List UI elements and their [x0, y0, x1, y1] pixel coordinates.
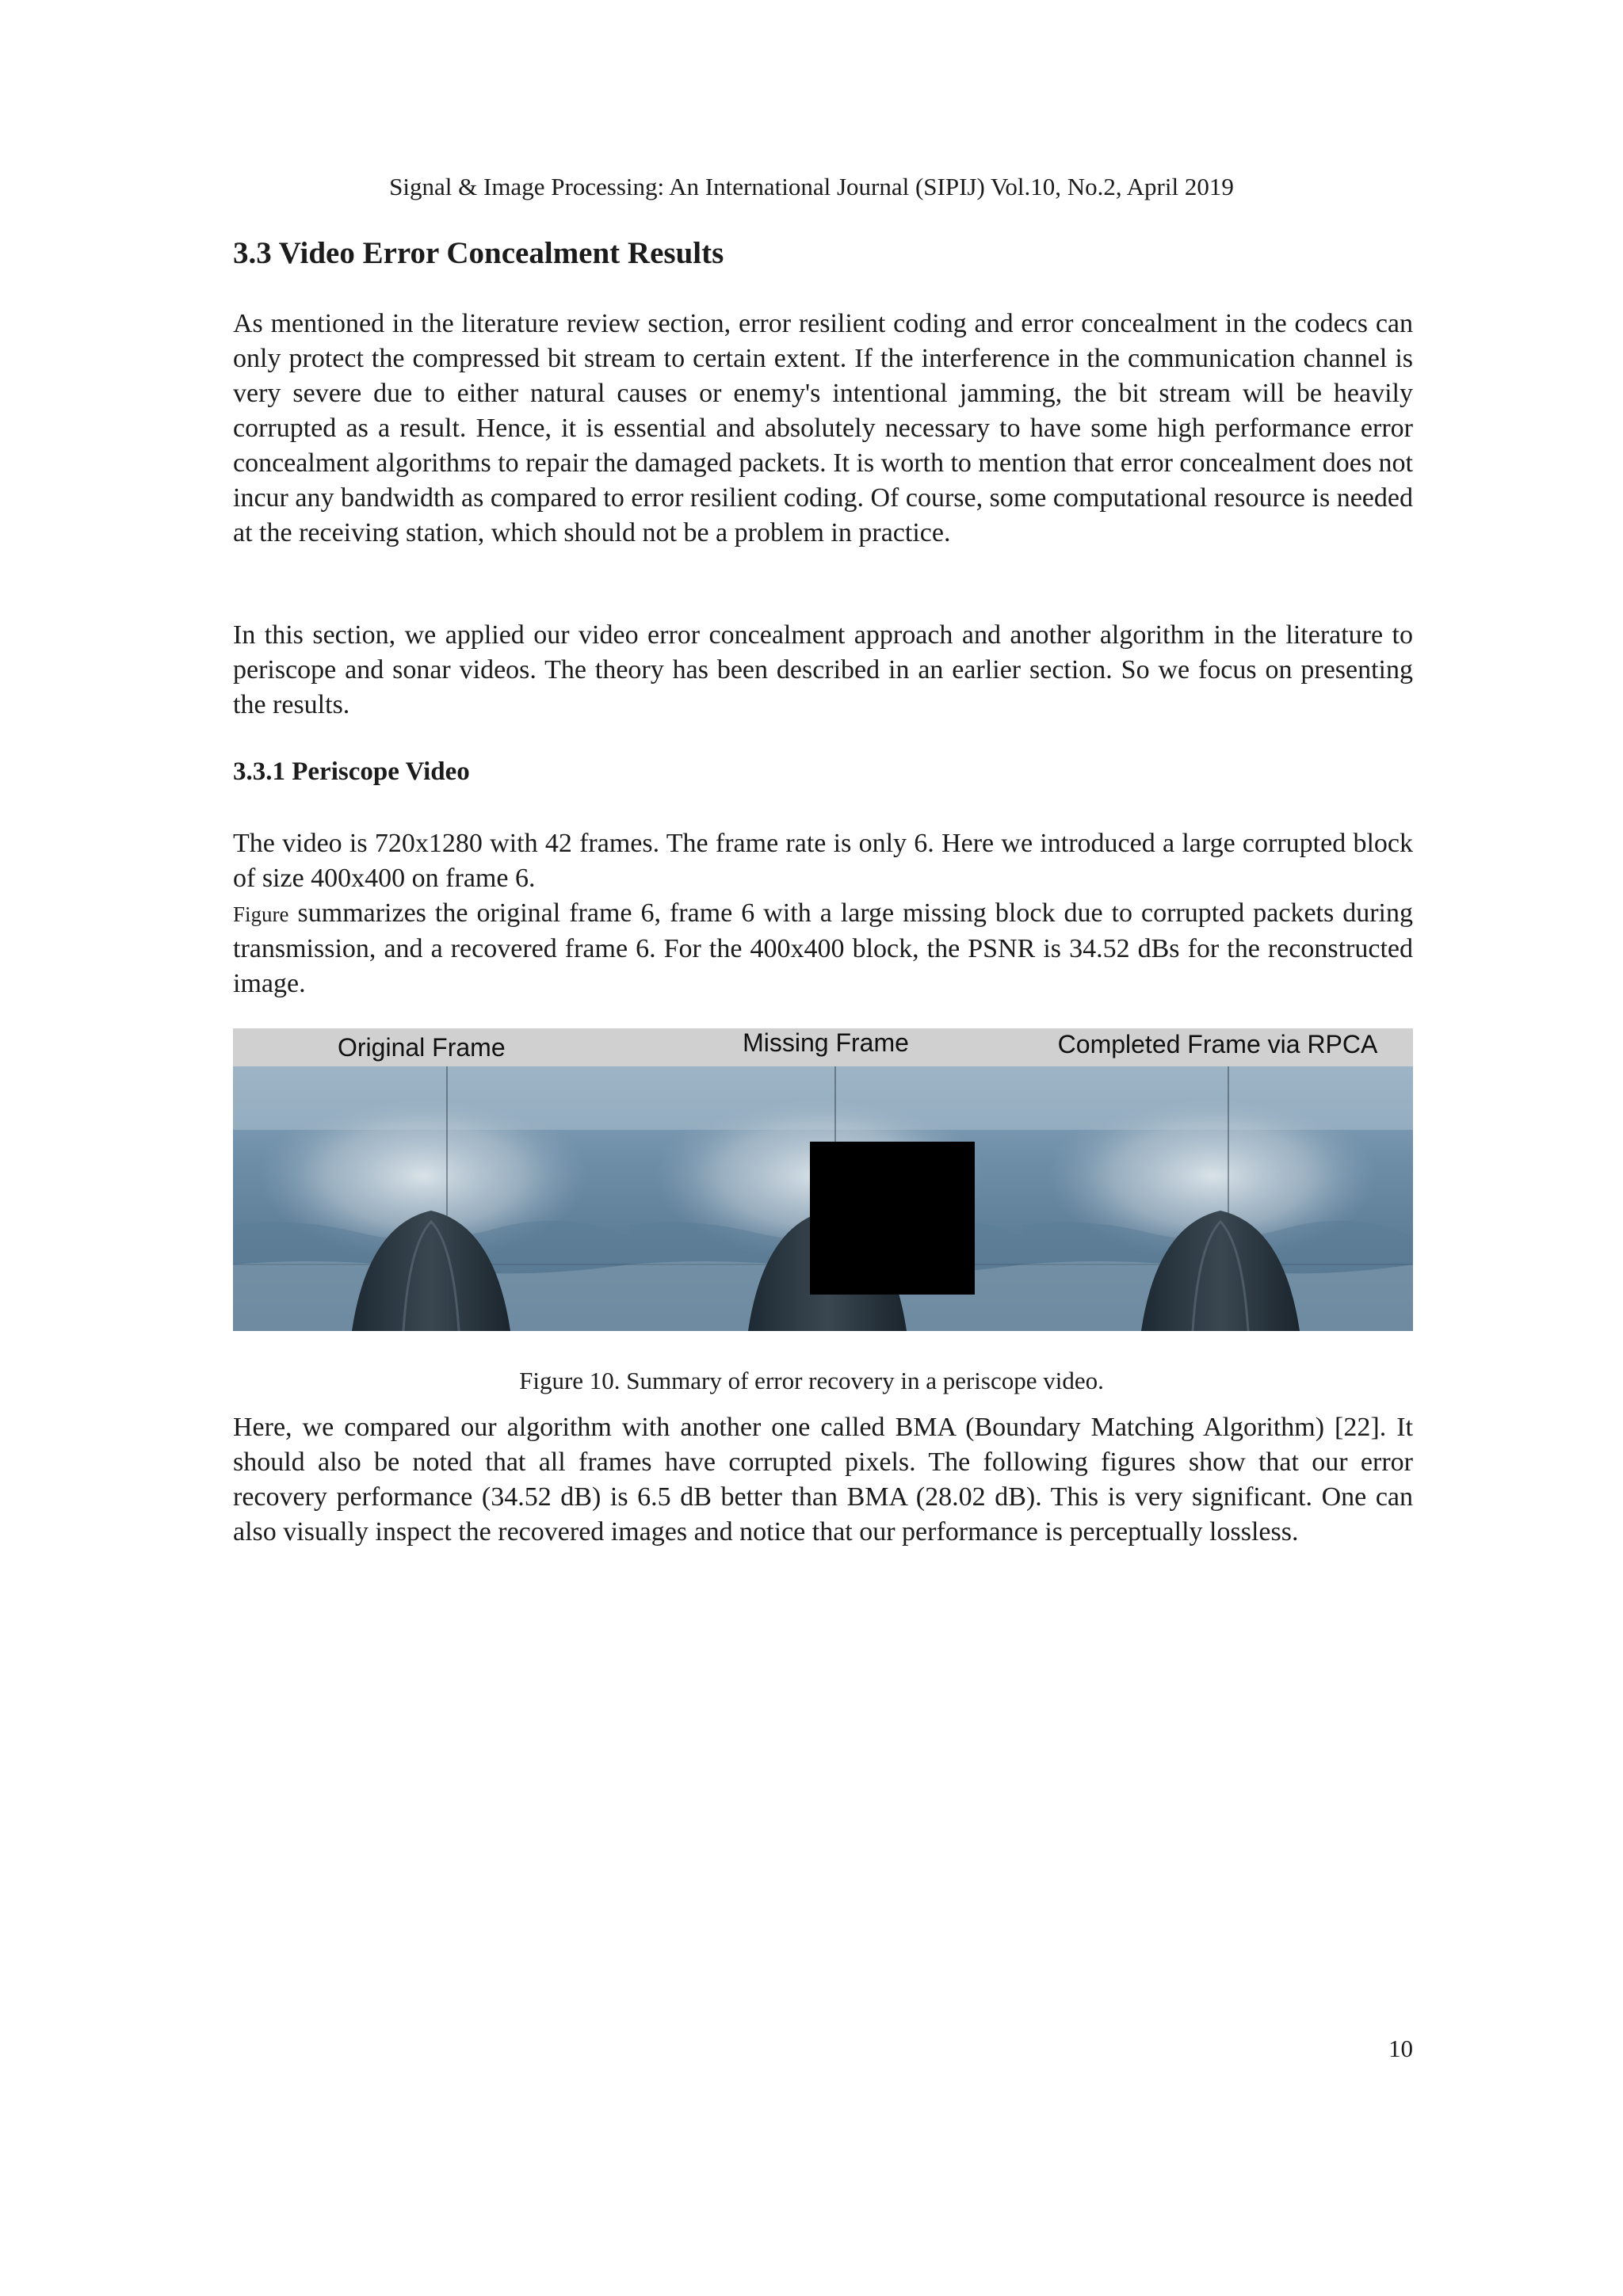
missing-frame-panel — [629, 1028, 1022, 1331]
running-header: Signal & Image Processing: An International Journal (SIPIJ) Vol.10, No.2, April 2019 — [389, 173, 1234, 200]
subsection-paragraph-2: Here, we compared our algorithm with another one called BMA (Boundary Matching Algorithm) [22]. It should also be noted that all frames have corrupted pixels. The following figures show that our error recovery performance (34.52 dB) is 6.5 dB better than BMA (28.02 dB). This is very significant. One can also visually inspect the recovered images and notice that our performance is perceptually lossless. — [233, 1413, 1413, 1547]
panel-label-original: Original Frame — [338, 1033, 506, 1062]
completed-frame-image — [1022, 1066, 1413, 1331]
figure-caption: Figure 10. Summary of error recovery in a periscope video. — [519, 1367, 1104, 1394]
panel-header — [233, 1028, 629, 1066]
section-paragraph-1: As mentioned in the literature review section, error resilient coding and error concealment in the codecs can only protect the compressed bit stream to certain extent. If the interference in the communication channel is very severe due to either natural causes or enemy's intentional jamming, the bit stream will be heavily corrupted as a result. Hence, it is essential and absolutely necessary to have some high performance error concealment algorithms to repair the damaged packets. It is worth to mention that error concealment does not incur any bandwidth as compared to error resilient coding. Of course, some computational resource is needed at the receiving station, which should not be a problem in practice. — [233, 309, 1413, 547]
section-paragraph-2: In this section, we applied our video error concealment approach and another algorithm in the literature to periscope and sonar videos. The theory has been described in an earlier section. So we focus on presenting the results. — [233, 620, 1413, 719]
original-frame-image — [233, 1066, 629, 1331]
video-description-text: The video is 720x1280 with 42 frames. The frame rate is only 6. Here we introduced a large corrupted block of size 400x400 on frame 6. — [233, 829, 1413, 893]
panel-header — [629, 1028, 1022, 1066]
figure-10 — [233, 1028, 1413, 1331]
completed-frame-panel — [1022, 1028, 1413, 1331]
missing-frame-image — [629, 1066, 1022, 1331]
section-heading: 3.3 Video Error Concealment Results — [233, 236, 724, 270]
figure-reference: Figure — [233, 902, 289, 926]
panel-label-missing: Missing Frame — [743, 1028, 909, 1057]
panel-header — [1022, 1028, 1413, 1066]
figure-summary-text: summarizes the original frame 6, frame 6 with a large missing block due to corrupted packets during transmission, and a recovered frame 6. For the 400x400 block, the PSNR is 34.52 dBs for the reconstructed image. — [233, 898, 1414, 998]
subsection-paragraph-1 — [233, 826, 1413, 1001]
panel-label-completed: Completed Frame via RPCA — [1057, 1030, 1378, 1058]
missing-block — [810, 1142, 975, 1295]
original-frame-panel — [233, 1028, 629, 1331]
page-number: 10 — [1388, 2035, 1413, 2062]
subsection-heading: 3.3.1 Periscope Video — [233, 757, 470, 786]
